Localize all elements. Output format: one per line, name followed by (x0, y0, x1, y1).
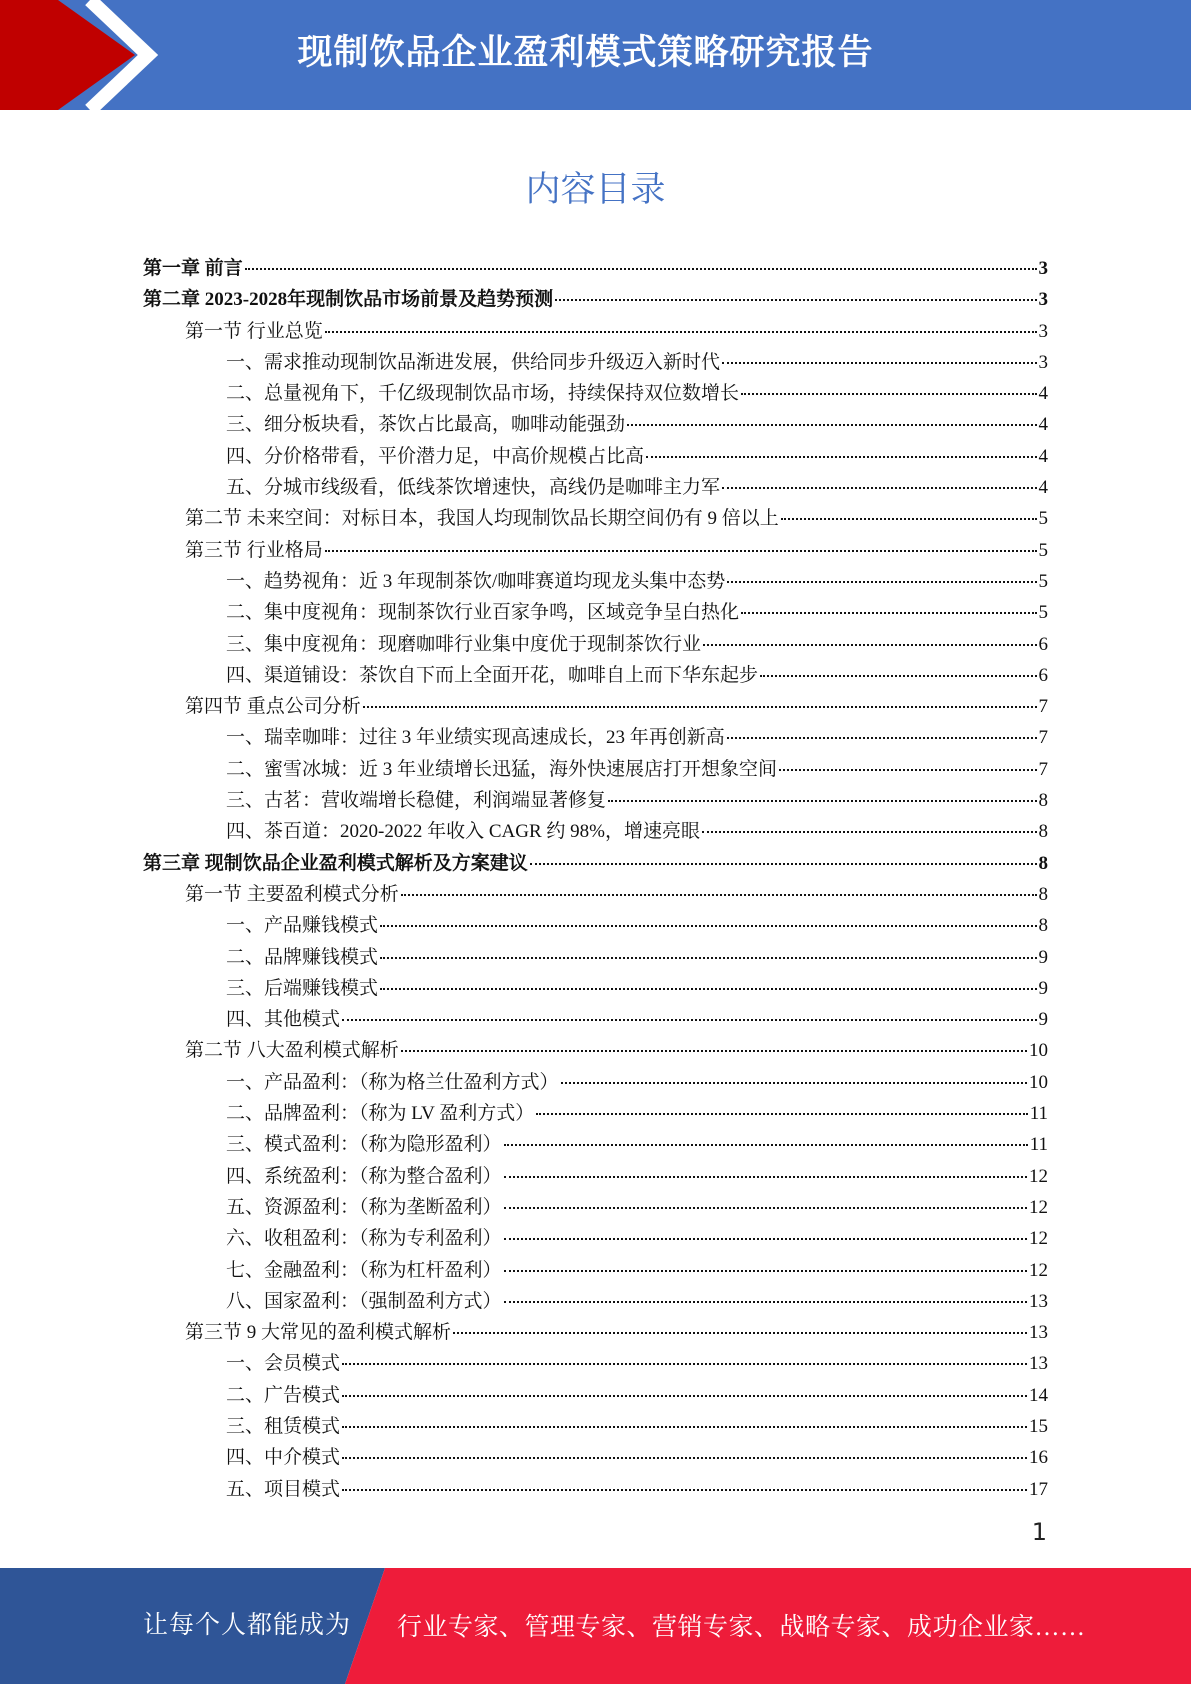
footer-slogan-right: 行业专家、管理专家、营销专家、战略专家、成功企业家…… (397, 1614, 1086, 1641)
toc-entry-page: 8 (1038, 852, 1048, 874)
toc-entry-label: 五、资源盈利：（称为垄断盈利） (226, 1196, 502, 1218)
toc-entry[interactable] (143, 472, 1048, 503)
toc-entry-label: 二、品牌盈利：（称为 LV 盈利方式） (226, 1103, 535, 1125)
toc-entry[interactable] (143, 660, 1048, 691)
dot-leader (342, 1457, 1027, 1459)
toc-entry-page: 14 (1029, 1384, 1048, 1406)
dot-leader (504, 1238, 1027, 1240)
toc-entry[interactable] (143, 503, 1048, 534)
toc-entry-label: 第四节 重点公司分析 (185, 696, 361, 718)
toc-entry-page: 5 (1038, 602, 1048, 624)
dot-leader (504, 1207, 1027, 1209)
toc-entry[interactable] (143, 785, 1048, 816)
dot-leader (702, 831, 1037, 833)
toc-entry[interactable] (143, 910, 1048, 941)
toc-entry-page: 10 (1029, 1071, 1048, 1093)
toc-entry[interactable] (143, 722, 1048, 753)
toc-entry-label: 第三节 行业格局 (185, 539, 323, 561)
toc-entry[interactable] (143, 316, 1048, 347)
toc-entry[interactable] (143, 1348, 1048, 1379)
dot-leader (741, 612, 1036, 614)
dot-leader (325, 550, 1037, 552)
toc-entry-label: 三、后端赚钱模式 (226, 977, 379, 999)
dot-leader (722, 362, 1036, 364)
toc-entry-label: 三、租赁模式 (226, 1415, 341, 1437)
dot-leader (342, 1489, 1027, 1491)
toc-entry-label: 四、渠道铺设：茶饮自下而上全面开花，咖啡自上而下华东起步 (226, 664, 759, 686)
toc-entry[interactable] (143, 1161, 1048, 1192)
report-title: 现制饮品企业盈利模式策略研究报告 (297, 33, 874, 73)
toc-entry-page: 5 (1038, 539, 1048, 561)
toc-heading: 内容目录 (525, 170, 666, 210)
toc-entry[interactable] (143, 441, 1048, 472)
dot-leader (504, 1301, 1027, 1303)
dot-leader (727, 581, 1036, 583)
toc-entry-label: 第一章 前言 (143, 258, 243, 279)
toc-entry-page: 5 (1038, 570, 1048, 592)
dot-leader (504, 1144, 1028, 1146)
toc-entry-page: 8 (1038, 915, 1048, 937)
toc-entry[interactable] (143, 1067, 1048, 1098)
dot-leader (646, 456, 1036, 458)
toc-entry-page: 17 (1029, 1478, 1048, 1500)
toc-entry-page: 7 (1038, 758, 1048, 780)
dot-leader (342, 1426, 1027, 1428)
toc-entry[interactable] (143, 1317, 1048, 1348)
toc-entry-label: 二、总量视角下，千亿级现制饮品市场，持续保持双位数增长 (226, 383, 740, 405)
toc-entry-page: 6 (1038, 633, 1048, 655)
dot-leader (245, 268, 1037, 270)
dot-leader (325, 331, 1037, 333)
toc-entry-label: 三、集中度视角：现磨咖啡行业集中度优于现制茶饮行业 (226, 633, 702, 655)
toc-entry-label: 二、集中度视角：现制茶饮行业百家争鸣，区域竞争呈白热化 (226, 602, 740, 624)
toc-entry-label: 四、茶百道：2020-2022 年收入 CAGR 约 98%，增速亮眼 (226, 821, 700, 843)
toc-entry[interactable] (143, 1286, 1048, 1317)
toc-entry-label: 第二节 八大盈利模式解析 (185, 1040, 399, 1062)
dot-leader (504, 1176, 1027, 1178)
toc-entry[interactable] (143, 973, 1048, 1004)
toc-entry[interactable] (143, 566, 1048, 597)
toc-entry-label: 第三节 9 大常见的盈利模式解析 (185, 1322, 452, 1344)
toc-entry-label: 一、需求推动现制饮品渐进发展，供给同步升级迈入新时代 (226, 351, 721, 373)
dot-leader (627, 424, 1036, 426)
dot-leader (380, 988, 1036, 990)
dot-leader (722, 487, 1036, 489)
toc-entry-label: 第三章 现制饮品企业盈利模式解析及方案建议 (143, 852, 528, 874)
toc-entry-page: 4 (1038, 477, 1048, 499)
toc-entry-page: 11 (1029, 1103, 1048, 1125)
toc-entry-page: 12 (1029, 1228, 1048, 1250)
toc-entry-label: 一、会员模式 (226, 1353, 341, 1375)
toc-entry-page: 9 (1038, 946, 1048, 968)
toc-entry-label: 四、中介模式 (226, 1447, 341, 1469)
dot-leader (453, 1332, 1027, 1334)
dot-leader (536, 1113, 1027, 1115)
toc-entry[interactable] (143, 1223, 1048, 1254)
dot-leader (561, 1082, 1027, 1084)
toc-entry-label: 六、收租盈利：（称为专利盈利） (226, 1228, 502, 1250)
dot-leader (401, 894, 1037, 896)
toc-entry-label: 一、产品盈利：（称为格兰仕盈利方式） (226, 1071, 559, 1093)
dot-leader (380, 925, 1036, 927)
toc-entry[interactable] (143, 816, 1048, 847)
dot-leader (342, 1395, 1027, 1397)
toc-entry-page: 8 (1038, 790, 1048, 812)
footer-banner (0, 1568, 1191, 1684)
toc-entry[interactable] (143, 691, 1048, 722)
dot-leader (530, 863, 1037, 865)
toc-entry-label: 第一节 主要盈利模式分析 (185, 883, 399, 905)
page-number: 1 (1031, 1518, 1047, 1546)
dot-leader (727, 737, 1037, 739)
toc-entry-label: 二、品牌赚钱模式 (226, 946, 379, 968)
dot-leader (781, 518, 1037, 520)
toc-entry-label: 七、金融盈利：（称为杠杆盈利） (226, 1259, 502, 1281)
toc-entry-page: 4 (1038, 414, 1048, 436)
toc-entry-page: 3 (1038, 351, 1048, 373)
toc-entry-page: 9 (1038, 977, 1048, 999)
toc-entry-page: 4 (1038, 383, 1048, 405)
toc-entry-page: 16 (1029, 1447, 1048, 1469)
toc-entry[interactable] (143, 1474, 1048, 1505)
toc-entry[interactable] (143, 535, 1048, 566)
table-of-contents (143, 253, 1048, 1505)
toc-entry[interactable] (143, 409, 1048, 440)
toc-entry-page: 13 (1029, 1290, 1048, 1312)
toc-entry-label: 第一节 行业总览 (185, 320, 323, 342)
toc-entry-page: 3 (1038, 320, 1048, 342)
toc-entry-page: 3 (1038, 289, 1048, 311)
toc-entry-label: 三、模式盈利：（称为隐形盈利） (226, 1134, 502, 1156)
toc-entry-label: 五、项目模式 (226, 1478, 341, 1500)
toc-entry[interactable] (143, 1411, 1048, 1442)
toc-entry[interactable] (143, 1442, 1048, 1473)
toc-entry-page: 11 (1029, 1134, 1048, 1156)
toc-entry-page: 15 (1029, 1415, 1048, 1437)
toc-entry[interactable] (143, 284, 1048, 315)
dot-leader (555, 299, 1036, 301)
dot-leader (363, 706, 1037, 708)
dot-leader (760, 675, 1036, 677)
dot-leader (401, 1050, 1027, 1052)
toc-entry[interactable] (143, 1129, 1048, 1160)
toc-entry-page: 7 (1038, 696, 1048, 718)
toc-entry-label: 第二节 未来空间：对标日本，我国人均现制饮品长期空间仍有 9 倍以上 (185, 508, 779, 530)
dot-leader (342, 1363, 1027, 1365)
toc-entry[interactable] (143, 253, 1048, 284)
dot-leader (741, 393, 1036, 395)
toc-entry-label: 第二章 2023-2028年现制饮品市场前景及趋势预测 (143, 289, 554, 311)
toc-entry-label: 四、系统盈利：（称为整合盈利） (226, 1165, 502, 1187)
footer-slogan-left: 让每个人都能成为 (143, 1612, 352, 1639)
toc-entry-page: 12 (1029, 1259, 1048, 1281)
toc-entry-page: 8 (1038, 883, 1048, 905)
toc-entry[interactable] (143, 378, 1048, 409)
toc-entry-label: 八、国家盈利：（强制盈利方式） (226, 1290, 502, 1312)
dot-leader (342, 1019, 1036, 1021)
arrow-decoration (0, 0, 160, 110)
toc-entry-page: 9 (1038, 1009, 1048, 1031)
toc-entry[interactable] (143, 1380, 1048, 1411)
toc-entry[interactable] (143, 848, 1048, 879)
toc-entry-page: 13 (1029, 1353, 1048, 1375)
toc-entry-page: 8 (1038, 821, 1048, 843)
toc-entry-label: 四、其他模式 (226, 1009, 341, 1031)
toc-entry[interactable] (143, 879, 1048, 910)
dot-leader (703, 644, 1036, 646)
toc-entry-label: 一、趋势视角：近 3 年现制茶饮/咖啡赛道均现龙头集中态势 (226, 570, 726, 592)
dot-leader (504, 1270, 1027, 1272)
toc-entry-label: 二、蜜雪冰城：近 3 年业绩增长迅猛，海外快速展店打开想象空间 (226, 758, 778, 780)
toc-entry-page: 12 (1029, 1196, 1048, 1218)
toc-entry-page: 3 (1038, 258, 1048, 279)
toc-entry[interactable] (143, 1098, 1048, 1129)
toc-entry[interactable] (143, 1004, 1048, 1035)
toc-entry-page: 7 (1038, 727, 1048, 749)
toc-entry[interactable] (143, 1255, 1048, 1286)
toc-entry-label: 三、古茗：营收端增长稳健，利润端显著修复 (226, 790, 607, 812)
toc-entry-page: 5 (1038, 508, 1048, 530)
toc-entry[interactable] (143, 754, 1048, 785)
toc-entry-label: 二、广告模式 (226, 1384, 341, 1406)
toc-entry-page: 12 (1029, 1165, 1048, 1187)
dot-leader (380, 957, 1036, 959)
toc-entry[interactable] (143, 347, 1048, 378)
toc-entry-label: 一、产品赚钱模式 (226, 915, 379, 937)
toc-entry-label: 四、分价格带看，平价潜力足，中高价规模占比高 (226, 445, 645, 467)
toc-entry-page: 6 (1038, 664, 1048, 686)
toc-entry-label: 一、瑞幸咖啡：过往 3 年业绩实现高速成长，23 年再创新高 (226, 727, 725, 749)
toc-entry[interactable] (143, 629, 1048, 660)
dot-leader (608, 800, 1036, 802)
toc-entry-label: 三、细分板块看，茶饮占比最高，咖啡动能强劲 (226, 414, 626, 436)
toc-entry[interactable] (143, 597, 1048, 628)
toc-entry[interactable] (143, 1192, 1048, 1223)
toc-entry[interactable] (143, 942, 1048, 973)
dot-leader (779, 769, 1036, 771)
toc-entry[interactable] (143, 1035, 1048, 1066)
header-banner (0, 0, 1191, 110)
toc-entry-page: 4 (1038, 445, 1048, 467)
toc-entry-label: 五、分城市线级看，低线茶饮增速快，高线仍是咖啡主力军 (226, 477, 721, 499)
toc-entry-page: 10 (1029, 1040, 1048, 1062)
toc-entry-page: 13 (1029, 1322, 1048, 1344)
